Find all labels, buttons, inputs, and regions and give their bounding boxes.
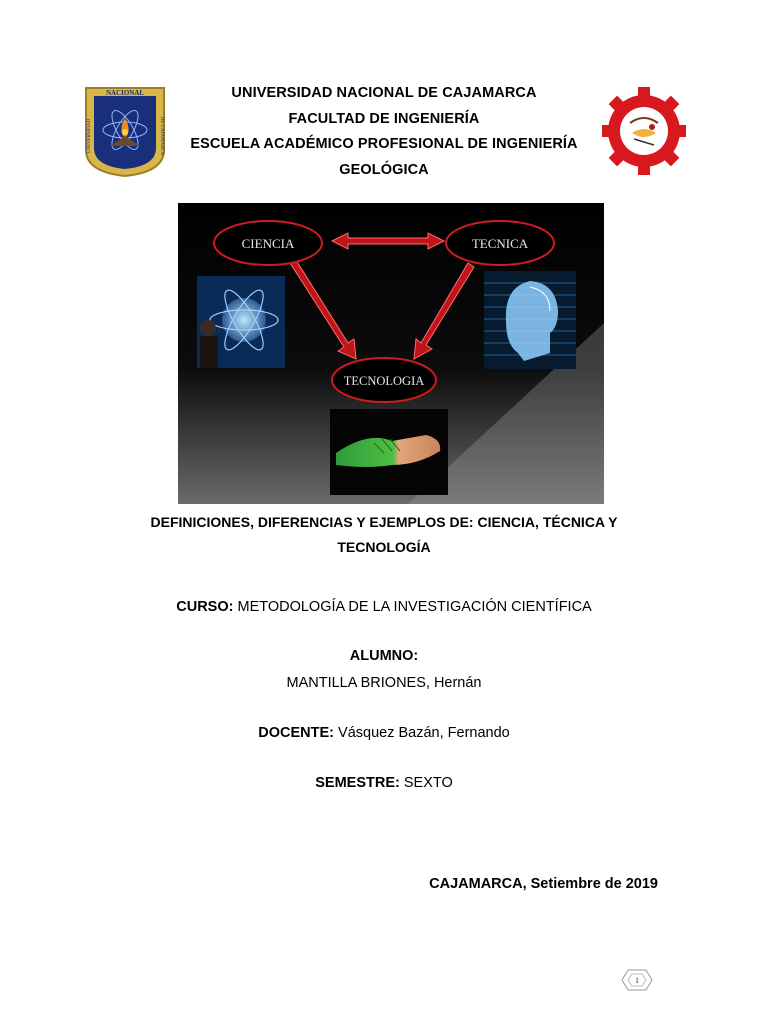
student-label-line: [0, 648, 768, 664]
node-ciencia: [214, 221, 322, 265]
node-ciencia-label: CIENCIA: [241, 236, 295, 251]
place-date: CAJAMARCA, Setiembre de 2019: [429, 876, 658, 892]
teacher-line: [0, 725, 768, 741]
semester-label: SEMESTRE:: [315, 775, 400, 791]
node-tecnica: [446, 221, 554, 265]
document-title-line1: DEFINICIONES, DIFERENCIAS Y EJEMPLOS DE: CIENCIA, TÉCNICA Y: [150, 514, 618, 530]
node-tecnologia-label: TECNOLOGIA: [343, 374, 425, 388]
handshake-picture: [330, 409, 448, 495]
engineering-gear-logo: [602, 86, 686, 176]
student-label: ALUMNO:: [349, 648, 419, 664]
course-label: CURSO:: [176, 599, 234, 615]
school-name: ESCUELA ACADÉMICO PROFESIONAL DE INGENIERÍA: [190, 136, 578, 152]
node-tecnologia: [332, 358, 436, 402]
science-technique-technology-diagram: [178, 203, 604, 504]
node-tecnica-label: TECNICA: [471, 236, 529, 251]
school-name-continued: GEOLÓGICA: [339, 162, 429, 178]
atom-picture: [197, 276, 285, 368]
university-name: UNIVERSIDAD NACIONAL DE CAJAMARCA: [231, 85, 537, 101]
teacher-value: Vásquez Bazán, Fernando: [338, 725, 510, 741]
page-number: 1: [635, 976, 639, 985]
seal-text-top: NACIONAL: [105, 89, 145, 97]
seal-text-left: UNIVERSIDAD: [87, 118, 92, 154]
course-value: METODOLOGÍA DE LA INVESTIGACIÓN CIENTÍFICA: [237, 599, 592, 615]
seal-text-right: DE CAJAMARCA: [159, 116, 164, 156]
faculty-name: FACULTAD DE INGENIERÍA: [288, 111, 480, 127]
page-number-ornament: [618, 966, 656, 994]
teacher-label: DOCENTE:: [258, 725, 334, 741]
document-title-line2: TECNOLOGÍA: [337, 539, 431, 555]
semester-line: [0, 775, 768, 791]
semester-value: SEXTO: [403, 775, 453, 791]
course-line: [0, 599, 768, 615]
digital-head-picture: [484, 271, 576, 369]
student-name: MANTILLA BRIONES, Hernán: [286, 675, 482, 691]
